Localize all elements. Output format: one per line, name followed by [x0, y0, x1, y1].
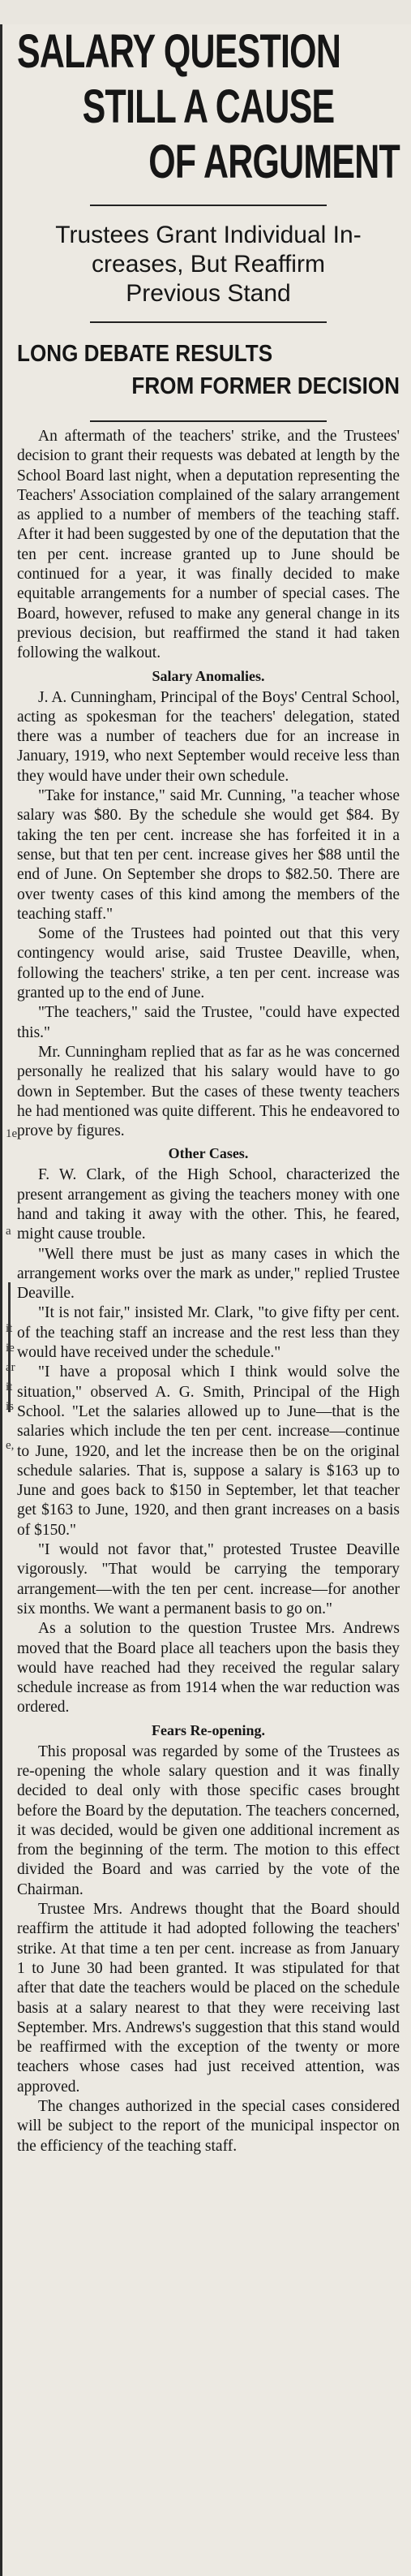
divider: [90, 420, 327, 422]
gutter-fragment: e,: [6, 1439, 15, 1452]
gutter-fragment: ie: [6, 1342, 15, 1355]
article-paragraph: J. A. Cunningham, Principal of the Boys' Central School, acting as spokesman for the teachers' delegation, stated there was a number of teachers due for an increase in January, 1919, who next September would receive less than they would have under their own schedule.: [17, 688, 400, 785]
article-paragraph: "I have a proposal which I think would solve the situation," observed A. G. Smith, Principal of the High School. "Let the salaries allowed up to June—that is the salaries which include the ten per cent. increase—continue to June, 1920, and let the increase then be on the original schedule salaries. That is, suppose a salary is $163 up to June and goes back to $150 in September, let that teacher get $163 to June, 1920, and then grant increases on a basis of $150.": [17, 1363, 400, 1539]
article-paragraph: "It is not fair," insisted Mr. Clark, "to give fifty per cent. of the teaching staff an increase and the rest less than they would have received under the schedule.": [17, 1304, 400, 1362]
headline-line: STILL A CAUSE: [82, 80, 335, 133]
article-paragraph: An aftermath of the teachers' strike, and the Trustees' decision to grant their requests was debated at length by the School Board last night, when a deputation representing the Teachers' Association complained of the salary arrangement as applied to a number of members of the teaching staff. After it had been suggested by one of the deputation that the ten per cent. increase granted up to June should be continued for a year, it was finally decided to make equitable arrangements for a number of special cases. The Board, however, refused to make any general change in its previous decision, but reaffirmed the stand it had taken following the walkout.: [17, 428, 400, 662]
section-heading: Other Cases.: [168, 1145, 249, 1162]
subheadline: [17, 338, 400, 403]
headline-line: OF ARGUMENT: [148, 136, 400, 188]
article-paragraph: Trustee Mrs. Andrews thought that the Board should reaffirm the attitude it had adopted following the teachers' strike. At that time a ten per cent. increase as from January 1 to June 30 had been granted. It was stipulated for that after that date the teachers would be placed on the schedule basis at a salary nearest to that they were receiving last September. Mrs. Andrews's suggestion that this stand would be reaffirmed with the exception of the twenty or more teachers whose cases had just received attention, was approved.: [17, 1901, 400, 2096]
headline: [17, 24, 400, 190]
article-paragraph: "I would not favor that," protested Trustee Deaville vigorously. "That would be carrying the temporary arrangement—with the ten per cent. increase—for another six months. We want a permanent basis to go on.": [17, 1541, 400, 1618]
article-paragraph: This proposal was regarded by some of the Trustees as re-opening the whole salary question and it was finally decided to deal only with those specific cases brought before the Board by the deputation. The teachers concerned, it was decided, would be given one additional increment as from the beginning of the term. The motion to this effect divided the Board and was carried by the vote of the Chairman.: [17, 1742, 400, 1898]
gutter-fragment: it: [6, 1322, 13, 1335]
headline-line: SALARY QUESTION: [17, 25, 341, 78]
gutter-fragment: 1e: [6, 1127, 18, 1140]
divider: [90, 321, 327, 323]
deck-line: creases, But Reaffirm: [92, 251, 325, 278]
article-paragraph: As a solution to the question Trustee Mrs. Andrews moved that the Board place all teachers upon the basis they would have reached had they received the regular salary schedule increase as from 1914 when the war reduction was ordered.: [17, 1620, 400, 1717]
section-heading: Salary Anomalies.: [152, 667, 265, 684]
deck-line: Trustees Grant Individual In-: [55, 222, 362, 248]
deck: [22, 221, 395, 308]
article-paragraph: "Well there must be just as many cases in which the arrangement works over the mark as under," replied Trustee Deaville.: [17, 1245, 400, 1303]
article-paragraph: F. W. Clark, of the High School, characterized the present arrangement as giving the teachers money with one hand and taking it away with the other. This, he feared, might cause trouble.: [17, 1166, 400, 1243]
article-paragraph: Some of the Trustees had pointed out that this very contingency would arise, said Trustee Deaville, when, following the teachers' strike, a ten per cent. increase was granted up to the end of June.: [17, 925, 400, 1002]
article-paragraph: The changes authorized in the special cases considered will be subject to the report of the municipal inspector on the efficiency of the teaching staff.: [17, 2098, 400, 2155]
deck-line: Previous Stand: [126, 280, 291, 307]
divider: [90, 205, 327, 206]
gutter-fragment: it: [6, 1381, 13, 1394]
gutter-fragment: is: [6, 1400, 15, 1413]
article-paragraph: "The teachers," said the Trustee, "could have expected this.": [17, 1004, 400, 1041]
subheadline-line: FROM FORMER DECISION: [131, 373, 400, 399]
gutter-fragment: ar: [6, 1361, 15, 1374]
subheadline-line: LONG DEBATE RESULTS: [17, 341, 273, 367]
article-paragraph: "Take for instance," said Mr. Cunning, "a teacher whose salary was $80. By the schedule she would get $84. By taking the ten per cent. increase she has forfeited it in a sense, but that ten per cent. increase gives her $88 until the end of June. On September she drops to $82.50. There are over twenty cases of this kind among the members of the teaching staff.": [17, 787, 400, 923]
section-heading: Fears Re-opening.: [152, 1721, 265, 1738]
article-paragraph: Mr. Cunningham replied that as far as he was concerned personally he realized that his salary would have to go down in September. But the cases of these twenty teachers he had mentioned was quite different. This he endeavored to prove by figures.: [17, 1043, 400, 1140]
article-body: [17, 427, 400, 2156]
gutter-fragment: a: [6, 1225, 11, 1238]
newspaper-column: [0, 24, 411, 2576]
